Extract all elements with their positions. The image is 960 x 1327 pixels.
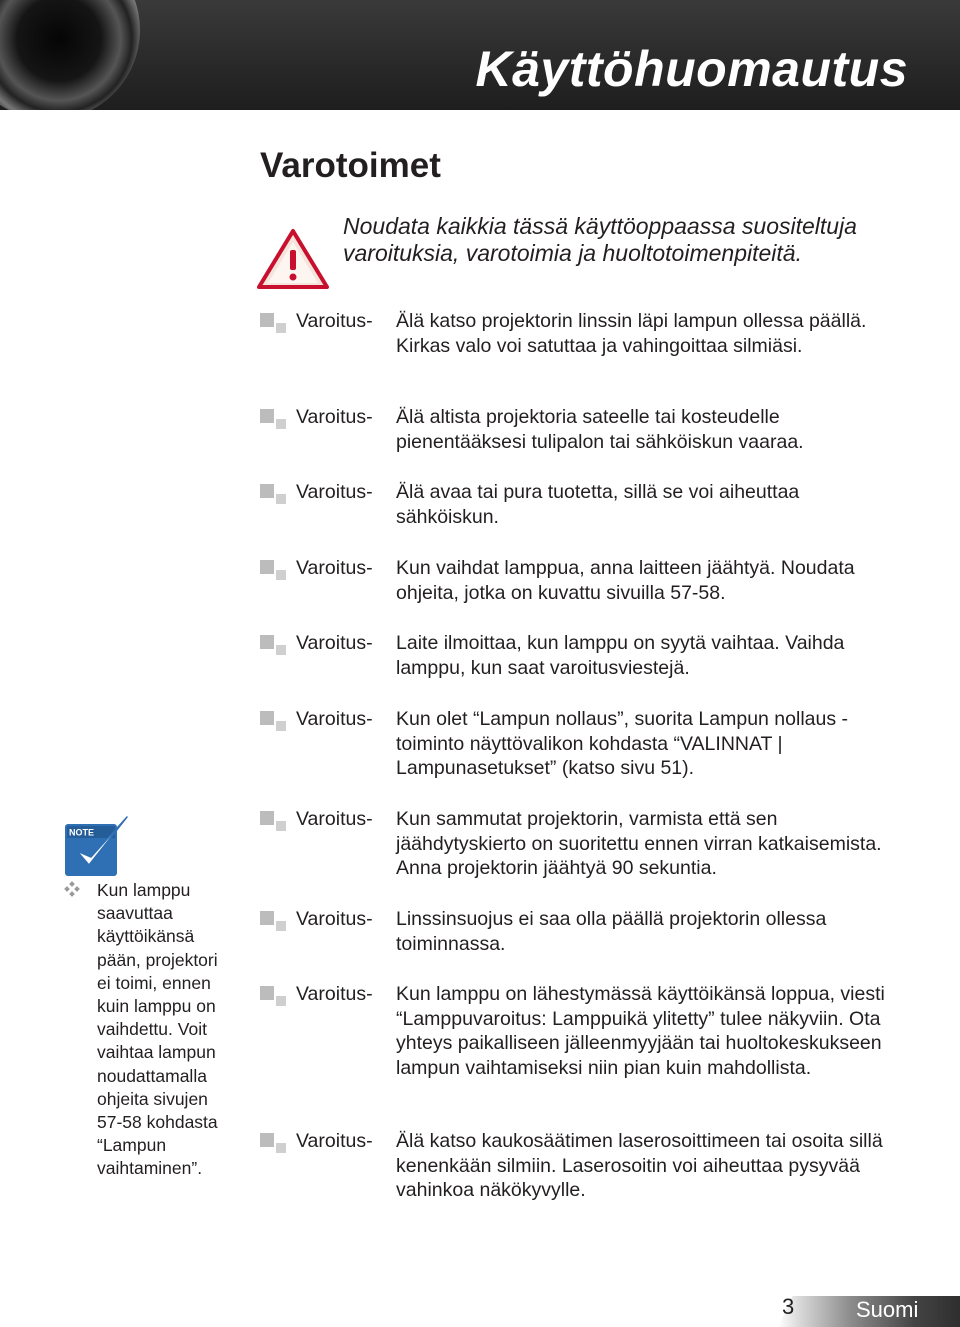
warning-label: Varoitus-	[296, 908, 373, 930]
warning-text: Laite ilmoittaa, kun lamppu on syytä vaihtaa. Vaihda lamppu, kun saat varoitusviestejä.	[396, 632, 845, 679]
page-number: 3	[782, 1294, 795, 1319]
warning-text: Älä katso projektorin linssin läpi lampun ollessa päällä. Kirkas valo voi satuttaa ja vahingoittaa silmiäsi.	[396, 310, 867, 357]
warning-label: Varoitus-	[296, 708, 373, 730]
bullet-icon	[260, 1133, 290, 1157]
warning-text: Linssinsuojus ei saa olla päällä projektorin ollessa toiminnassa.	[396, 908, 827, 955]
diamond-bullet-icon	[64, 881, 80, 897]
warning-label: Varoitus-	[296, 557, 373, 579]
bullet-icon	[260, 711, 290, 735]
header-title: Käyttöhuomautus	[475, 41, 908, 97]
warning-text: Älä avaa tai pura tuotetta, sillä se voi aiheuttaa sähköiskun.	[396, 481, 800, 528]
bullet-icon	[260, 911, 290, 935]
warning-label: Varoitus-	[296, 808, 373, 830]
warning-label: Varoitus-	[296, 406, 373, 428]
warning-text: Älä altista projektoria sateelle tai kosteudelle pienentääksesi tulipalon tai sähköiskun vaaraa.	[396, 406, 804, 453]
language-label: Suomi	[856, 1297, 919, 1322]
bullet-icon	[260, 313, 290, 337]
warning-label: Varoitus-	[296, 310, 373, 332]
bullet-icon	[260, 986, 290, 1010]
warning-text: Kun sammutat projektorin, varmista että sen jäähdytyskierto on suoritettu ennen virran katkaisemista. Anna projektorin jäähtyä 90 sekuntia.	[396, 808, 882, 879]
note-text: Kun lamppu saavuttaa käyttöikänsä pään, projektori ei toimi, ennen kuin lamppu on vaihdettu. Voit vaihtaa lampun noudattamalla ohjeita sivujen 57-58 kohdasta “Lampun vaihtaminen”.	[97, 880, 218, 1179]
bullet-icon	[260, 409, 290, 433]
warning-label: Varoitus-	[296, 632, 373, 654]
section-title: Varotoimet	[260, 146, 441, 185]
bullet-icon	[260, 811, 290, 835]
bullet-icon	[260, 484, 290, 508]
page-header	[0, 0, 960, 110]
warning-text: Kun lamppu on lähestymässä käyttöikänsä loppua, viesti “Lamppuvaroitus: Lamppuikä ylitetty” tulee näkyviin. Ota yhteys paikalliseen jälleenmyyjään tai huoltokeskukseen lampun vaihtamiseksi niin pian kuin mahdollista.	[396, 983, 885, 1079]
warning-triangle-icon	[256, 228, 330, 290]
note-badge-text: NOTE	[69, 827, 95, 838]
warning-text: Kun olet “Lampun nollaus”, suorita Lampun nollaus -toiminto näyttövalikon kohdasta “VALINNAT | Lampunasetukset” (katso sivu 51).	[396, 708, 849, 779]
note-icon	[64, 814, 130, 880]
intro-text: Noudata kaikkia tässä käyttöoppaassa suositeltuja varoituksia, varotoimia ja huoltotoimenpiteitä.	[343, 213, 857, 266]
projector-lens-graphic	[0, 0, 140, 110]
bullet-icon	[260, 635, 290, 659]
warning-label: Varoitus-	[296, 481, 373, 503]
warning-label: Varoitus-	[296, 1130, 373, 1152]
warning-text: Älä katso kaukosäätimen laserosoittimeen tai osoita sillä kenenkään silmiin. Laserosoitin voi aiheuttaa pysyvää vahinkoa näkökyvylle.	[396, 1130, 883, 1201]
warning-text: Kun vaihdat lamppua, anna laitteen jäähtyä. Noudata ohjeita, jotka on kuvattu sivuilla 57-58.	[396, 557, 855, 604]
warning-label: Varoitus-	[296, 983, 373, 1005]
bullet-icon	[260, 560, 290, 584]
